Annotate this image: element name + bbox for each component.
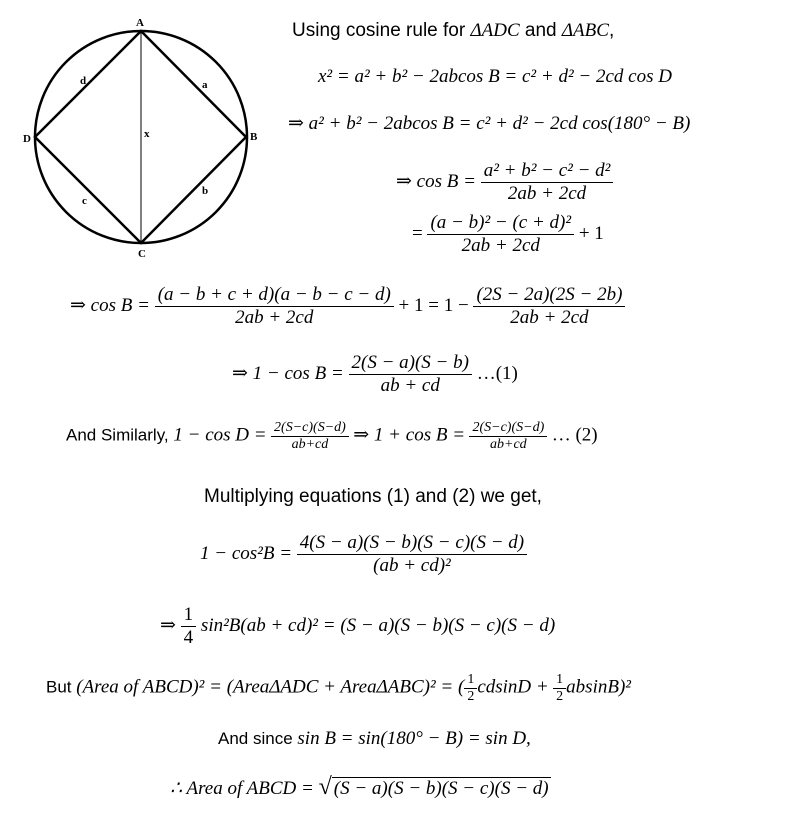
- line-14-lhs: ∴ Area of ABCD =: [170, 778, 314, 799]
- line-8-tail: … (2): [551, 424, 598, 446]
- line-6-fraction-1: [155, 284, 394, 329]
- side-c-label: c: [82, 195, 87, 207]
- line-11-numerator: 1: [181, 604, 197, 627]
- line-6-denominator-2: 2ab + 2cd: [510, 307, 589, 328]
- line-6-lhs: ⇒ cos B =: [70, 294, 150, 316]
- side-b-label: b: [202, 185, 209, 197]
- line-12-math-1: (Area of ABCD)² = (AreaΔADC + AreaΔABC)² = (: [76, 676, 465, 698]
- line-6-numerator-2: (2S − 2a)(2S − 2b): [473, 284, 625, 307]
- vertex-d-label: D: [23, 133, 31, 145]
- line-8: [66, 420, 598, 453]
- line-1: [292, 20, 614, 42]
- line-7-denominator: ab + cd: [380, 375, 440, 396]
- line-11-fraction: [181, 604, 197, 649]
- line-14: [170, 774, 551, 801]
- line-7-numerator: 2(S − a)(S − b): [349, 352, 472, 375]
- line-13-text: And since: [218, 729, 298, 748]
- line-8-denominator-1: ab+cd: [291, 437, 329, 452]
- line-13-math: sin B = sin(180° − B) = sin D,: [297, 728, 531, 749]
- cyclic-quadrilateral-diagram: [20, 12, 270, 262]
- line-1-text: Using cosine rule for: [292, 20, 471, 41]
- line-8-numerator-1: 2(S−c)(S−d): [271, 420, 349, 437]
- line-7: [232, 352, 518, 397]
- line-11-denominator: 4: [183, 627, 194, 648]
- line-5: [412, 212, 604, 257]
- line-7-fraction: [349, 352, 472, 397]
- line-12-math-2: cdsinD +: [477, 676, 549, 698]
- line-12-half-2: [553, 672, 566, 705]
- line-5-tail: + 1: [578, 222, 604, 244]
- line-1-and: and: [519, 20, 562, 41]
- line-14-radicand: (S − a)(S − b)(S − c)(S − d): [333, 778, 549, 799]
- vertex-a-label: A: [136, 17, 144, 29]
- line-8-numerator-2: 2(S−c)(S−d): [469, 420, 547, 437]
- line-10-fraction: [297, 532, 527, 577]
- line-6-middle: + 1 = 1 −: [398, 294, 469, 316]
- line-10-denominator: (ab + cd)²: [373, 555, 451, 576]
- line-5-lhs: =: [412, 222, 423, 244]
- side-d-label: d: [80, 75, 87, 87]
- line-10-numerator: 4(S − a)(S − b)(S − c)(S − d): [297, 532, 527, 555]
- line-10-lhs: 1 − cos²B =: [200, 542, 293, 564]
- line-12-half-2-denominator: 2: [556, 689, 564, 704]
- line-1-triangle-abc: ΔABC: [561, 20, 609, 41]
- line-8-lhs: 1 − cos D =: [173, 424, 267, 446]
- line-4-fraction: [481, 160, 614, 205]
- line-11-prefix: ⇒: [160, 614, 176, 636]
- line-4-numerator: a² + b² − c² − d²: [481, 160, 614, 183]
- line-12-text: But: [46, 677, 77, 697]
- line-4: [396, 160, 613, 205]
- line-12: [46, 672, 631, 705]
- line-12-math-3: absinB)²: [566, 676, 631, 698]
- line-6: [70, 284, 625, 329]
- line-8-text: And Similarly,: [66, 425, 174, 445]
- line-3-equation: ⇒ a² + b² − 2abcos B = c² + d² − 2cd cos(180° − B): [288, 113, 691, 134]
- line-11: [160, 604, 555, 649]
- line-8-fraction-1: [271, 420, 349, 453]
- line-12-half-1-denominator: 2: [467, 689, 475, 704]
- line-5-fraction: [427, 212, 574, 257]
- line-6-denominator-1: 2ab + 2cd: [235, 307, 314, 328]
- line-12-half-2-numerator: 1: [553, 672, 566, 689]
- line-12-half-1: [464, 672, 477, 705]
- radical-sign: √: [318, 774, 332, 800]
- line-4-denominator: 2ab + 2cd: [507, 183, 587, 204]
- line-12-half-1-numerator: 1: [464, 672, 477, 689]
- line-6-numerator-1: (a − b + c + d)(a − b − c − d): [155, 284, 394, 307]
- line-5-denominator: 2ab + 2cd: [461, 235, 540, 256]
- line-8-fraction-2: [469, 420, 547, 453]
- line-2-equation: x² = a² + b² − 2abcos B = c² + d² − 2cd cos D: [318, 66, 672, 87]
- diagonal-x-label: x: [144, 128, 150, 140]
- line-5-numerator: (a − b)² − (c + d)²: [427, 212, 574, 235]
- vertex-b-label: B: [250, 131, 258, 143]
- vertex-c-label: C: [138, 248, 146, 260]
- line-4-lhs: ⇒ cos B =: [396, 170, 476, 192]
- line-13: [218, 728, 531, 750]
- line-1-triangle-adc: ΔADC: [470, 20, 520, 41]
- line-8-middle: ⇒ 1 + cos B =: [353, 424, 466, 446]
- line-11-rest: sin²B(ab + cd)² = (S − a)(S − b)(S − c)(S − d): [200, 614, 556, 636]
- line-9-text: Multiplying equations (1) and (2) we get,: [204, 486, 542, 507]
- line-6-fraction-2: [473, 284, 625, 329]
- line-7-tail: …(1): [476, 362, 518, 384]
- line-8-denominator-2: ab+cd: [490, 437, 527, 452]
- line-1-end: ,: [608, 20, 615, 41]
- line-10: [200, 532, 527, 577]
- side-a-label: a: [202, 79, 208, 91]
- line-7-lhs: ⇒ 1 − cos B =: [232, 362, 344, 384]
